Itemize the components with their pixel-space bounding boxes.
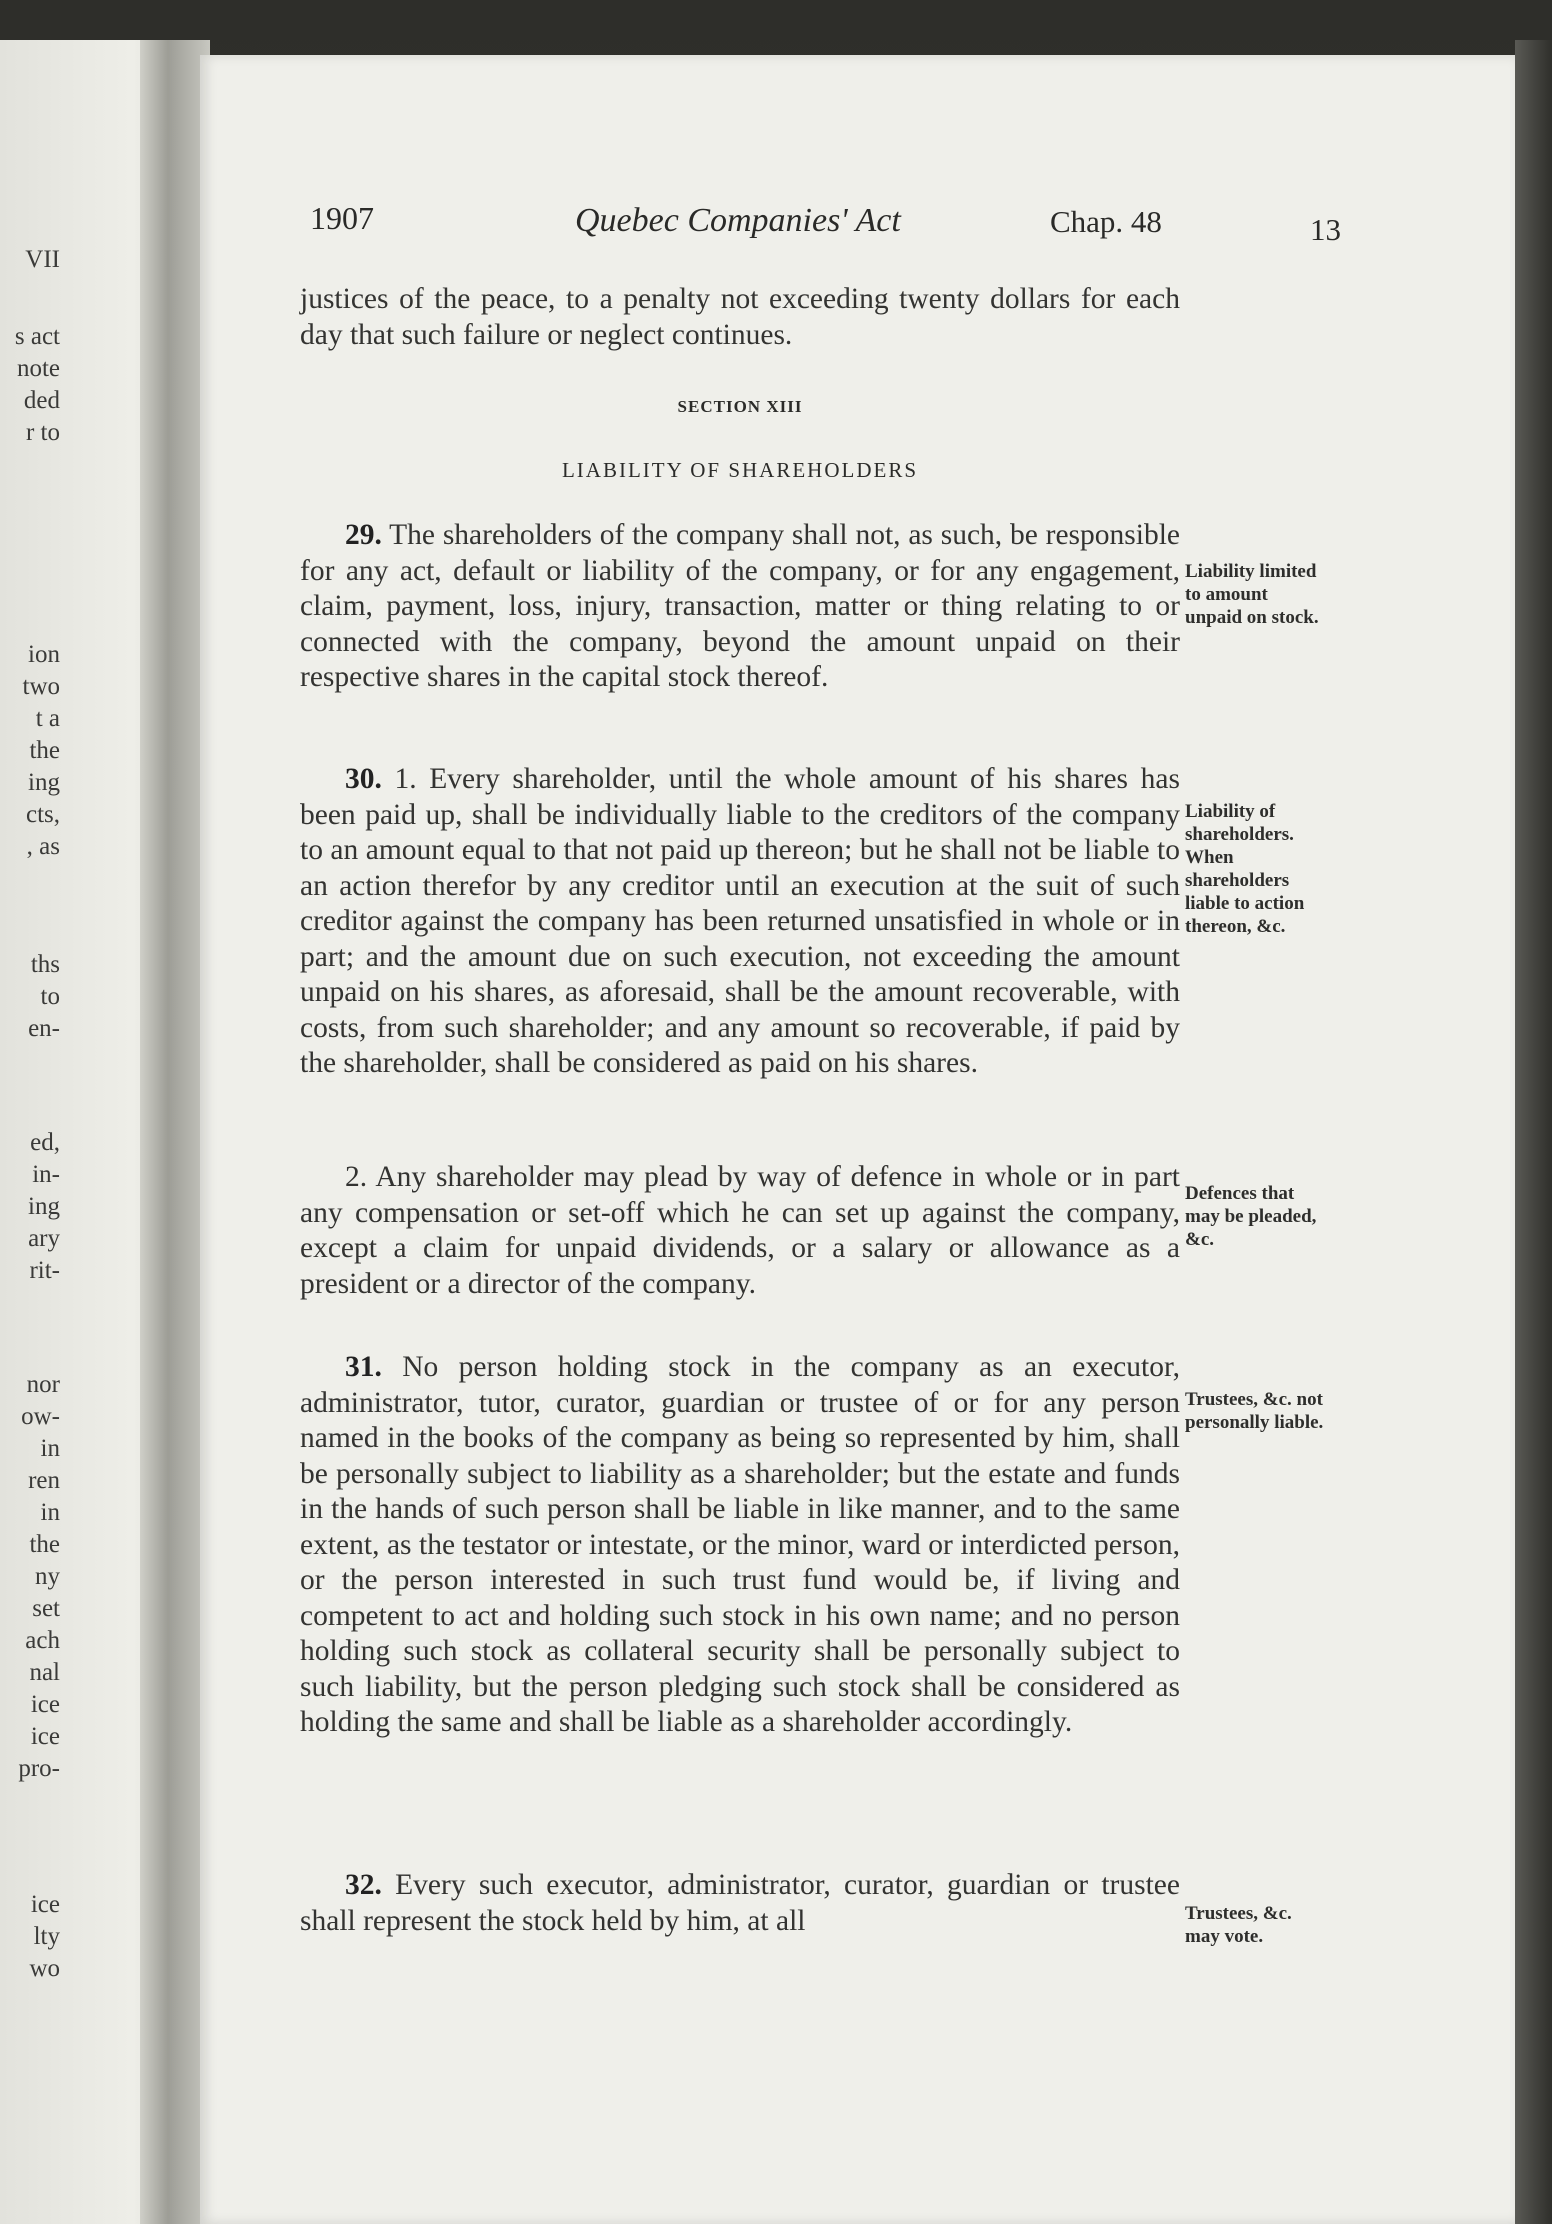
section-31-number: 31. [345,1351,382,1383]
margin-note-30-2: Defences that may be pleaded, &c. [1185,1183,1317,1250]
section-31-text: No person holding stock in the company as an executor, administrator, tutor, curator, guardian or trustee of or for any person named in the books of the company as being so represented by him, shall be personally subject to liability as a shareholder; but the estate and funds in the hands of such person shall be liable in like manner, and to the same extent, as the testator or intestate, or the minor, ward or interdicted person, or the person interested in such trust fund would be, if living and competent to act and holding such stock in his own name; and no person holding such stock as collateral security shall be personally subject to such liability, but the person pledging such stock shall be considered as holding the same and shall be liable as a shareholder accordingly. [300,1351,1180,1738]
header-chapter: Chap. 48 [1050,204,1162,239]
left-page-fragment: r to [25,419,60,446]
section-30-number: 30. [345,763,382,795]
left-page-fragment: pro- [18,1755,60,1782]
continued-paragraph: justices of the peace, to a penalty not exceeding twenty dollars for each day that such failure or neglect continues. [300,283,1180,351]
left-page-fragment: ny [35,1563,60,1590]
left-page-fragment: in [40,1435,60,1462]
header-year: 1907 [310,200,374,236]
left-page-fragment: ach [25,1627,60,1654]
left-page-fragment: ion [28,641,60,668]
page-number: 13 [1310,212,1341,247]
left-page-fragment: ary [28,1225,60,1252]
left-page-fragment: ren [28,1467,60,1494]
left-page-fragment: ded [23,387,60,414]
left-page-fragment: in [40,1499,60,1526]
left-page-fragment: set [32,1595,60,1622]
left-page-fragment: ice [30,1891,60,1918]
left-page-fragment: VII [25,246,60,273]
book-cover-edge [1515,40,1552,2224]
margin-note-30: Liability of shareholders. When shareholders liable to action thereon, &c. [1185,801,1305,937]
section-29-number: 29. [345,519,382,551]
section-32-number: 32. [345,1869,382,1901]
left-page-fragment: two [22,673,60,700]
margin-note-31: Trustees, &c. not personally liable. [1185,1389,1324,1433]
left-page-fragment: t a [35,705,60,732]
left-page-fragment: the [29,1531,60,1558]
left-page-fragment: in- [32,1161,60,1188]
left-page-fragment: to [40,983,60,1010]
left-page-fragment: ing [28,769,60,796]
section-29-text: The shareholders of the company shall not, as such, be responsible for any act, default or liability of the company, or for any engagement, claim, payment, loss, injury, transaction, matter or thing relating to or connected with the company, beyond the amount unpaid on their respective shares in the capital stock thereof. [300,519,1180,693]
left-page-fragment: the [29,737,60,764]
header-title: Quebec Companies' Act [575,202,901,239]
left-page-fragment: ice [30,1723,60,1750]
left-page-fragment: nor [26,1371,60,1398]
left-page-fragment: nal [29,1659,60,1686]
left-page-fragment: ice [30,1691,60,1718]
section-30-subsection-2 [300,1160,1180,1302]
section-label: SECTION XIII [677,397,803,416]
left-page-fragment: en- [28,1015,60,1042]
section-30-2-text: 2. Any shareholder may plead by way of defence in whole or in part any compensation or set-off which he can set up against the company, except a claim for unpaid dividends, or a salary or allowance as a president or a director of the company. [300,1161,1180,1300]
section-29-paragraph [300,518,1180,696]
section-31-paragraph [300,1350,1180,1741]
section-30-subsection-1 [300,762,1180,1082]
left-page-fragment: ing [28,1193,60,1220]
left-page-fragment: rit- [29,1257,60,1284]
left-page-fragment: ow- [21,1403,60,1430]
left-page-fragment: note [16,355,60,382]
section-32-text: Every such executor, administrator, curator, guardian or trustee shall represent the stock held by him, at all [300,1869,1180,1937]
margin-note-32: Trustees, &c. may vote. [1185,1903,1292,1947]
left-page-fragment: lty [33,1923,60,1950]
section-30-1-text: 1. Every shareholder, until the whole amount of his shares has been paid up, shall be individually liable to the creditors of the company to an amount equal to that not paid up thereon; but he shall not be liable to an action therefor by any creditor until an execution at the suit of such creditor against the company has been returned unsatisfied in whole or in part; and the amount due on such execution, not exceeding the amount unpaid on his shares, as aforesaid, shall be the amount recoverable, with costs, from such shareholder; and any amount so recoverable, if paid by the shareholder, shall be considered as paid on his shares. [300,763,1180,1079]
left-page-fragment: , as [26,833,60,860]
section-heading: LIABILITY OF SHAREHOLDERS [561,458,919,482]
left-page-fragment: ths [30,951,60,978]
left-page-fragment: cts, [25,801,60,828]
left-page-fragment: s act [14,323,60,350]
left-page-fragment: ed, [30,1129,60,1156]
margin-note-29: Liability limited to amount unpaid on stock. [1185,561,1319,628]
section-32-paragraph [300,1868,1180,1939]
left-page-fragment: wo [29,1955,60,1982]
running-header [310,200,1341,250]
